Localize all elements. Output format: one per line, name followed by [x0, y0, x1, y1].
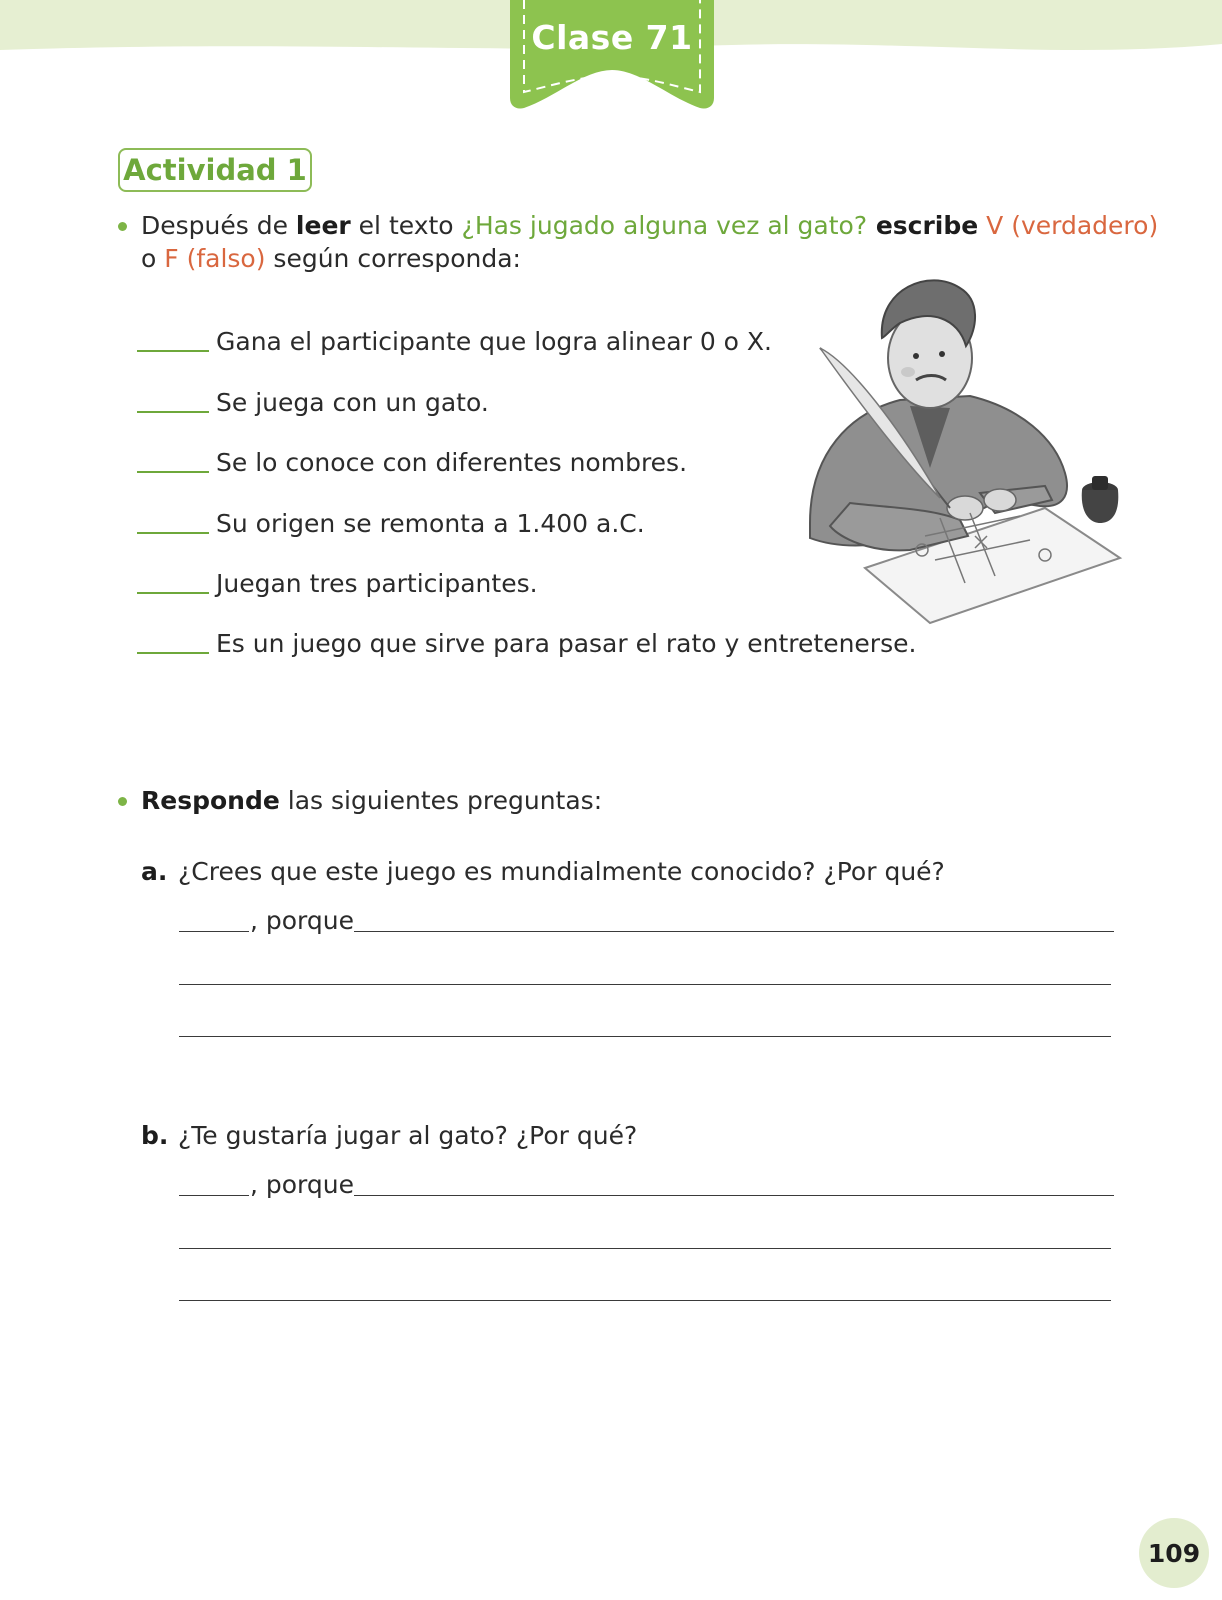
instruction-2: Responde las siguientes preguntas:	[141, 786, 603, 815]
bullet-icon	[118, 222, 127, 231]
short-answer-blank[interactable]	[179, 1195, 249, 1196]
instruction-line-1: Después de leer el texto ¿Has jugado alguna vez al gato? escribe V (verdadero)	[141, 211, 1159, 240]
question-letter: a.	[141, 857, 168, 886]
statement-row: Es un juego que sirve para pasar el rato y entretenerse.	[137, 627, 897, 661]
statement-row: Se juega con un gato.	[137, 386, 777, 420]
activity-label: Actividad 1	[118, 148, 312, 192]
answer-line[interactable]	[179, 1300, 1111, 1301]
answer-blank[interactable]	[137, 411, 209, 413]
statement-row: Gana el participante que logra alinear 0 o X.	[137, 325, 777, 359]
man-writing-tic-tac-toe-illustration	[790, 268, 1140, 638]
bullet-icon	[118, 797, 127, 806]
answer-blank[interactable]	[137, 471, 209, 473]
reading-title: ¿Has jugado alguna vez al gato?	[461, 211, 868, 240]
answer-line[interactable]	[354, 1195, 1114, 1196]
page-number: 109	[1139, 1518, 1209, 1588]
answer-blank[interactable]	[137, 652, 209, 654]
class-title: Clase 71	[531, 18, 693, 57]
answer-blank[interactable]	[137, 532, 209, 534]
statement-row: Juegan tres participantes.	[137, 567, 777, 601]
answer-blank[interactable]	[137, 592, 209, 594]
answer-line[interactable]	[179, 1248, 1111, 1249]
question-text: ¿Crees que este juego es mundialmente conocido? ¿Por qué?	[178, 857, 945, 886]
answer-line[interactable]	[354, 931, 1114, 932]
statement-row: Su origen se remonta a 1.400 a.C.	[137, 507, 777, 541]
short-answer-blank[interactable]	[179, 931, 249, 932]
answer-blank[interactable]	[137, 350, 209, 352]
answer-line[interactable]	[179, 984, 1111, 985]
answer-line[interactable]	[179, 1036, 1111, 1037]
question-letter: b.	[141, 1121, 169, 1150]
instruction-line-2: o F (falso) según corresponda:	[141, 244, 521, 273]
statement-row: Se lo conoce con diferentes nombres.	[137, 446, 777, 480]
porque-label: , porque	[250, 906, 354, 935]
porque-label: , porque	[250, 1170, 354, 1199]
question-text: ¿Te gustaría jugar al gato? ¿Por qué?	[178, 1121, 638, 1150]
